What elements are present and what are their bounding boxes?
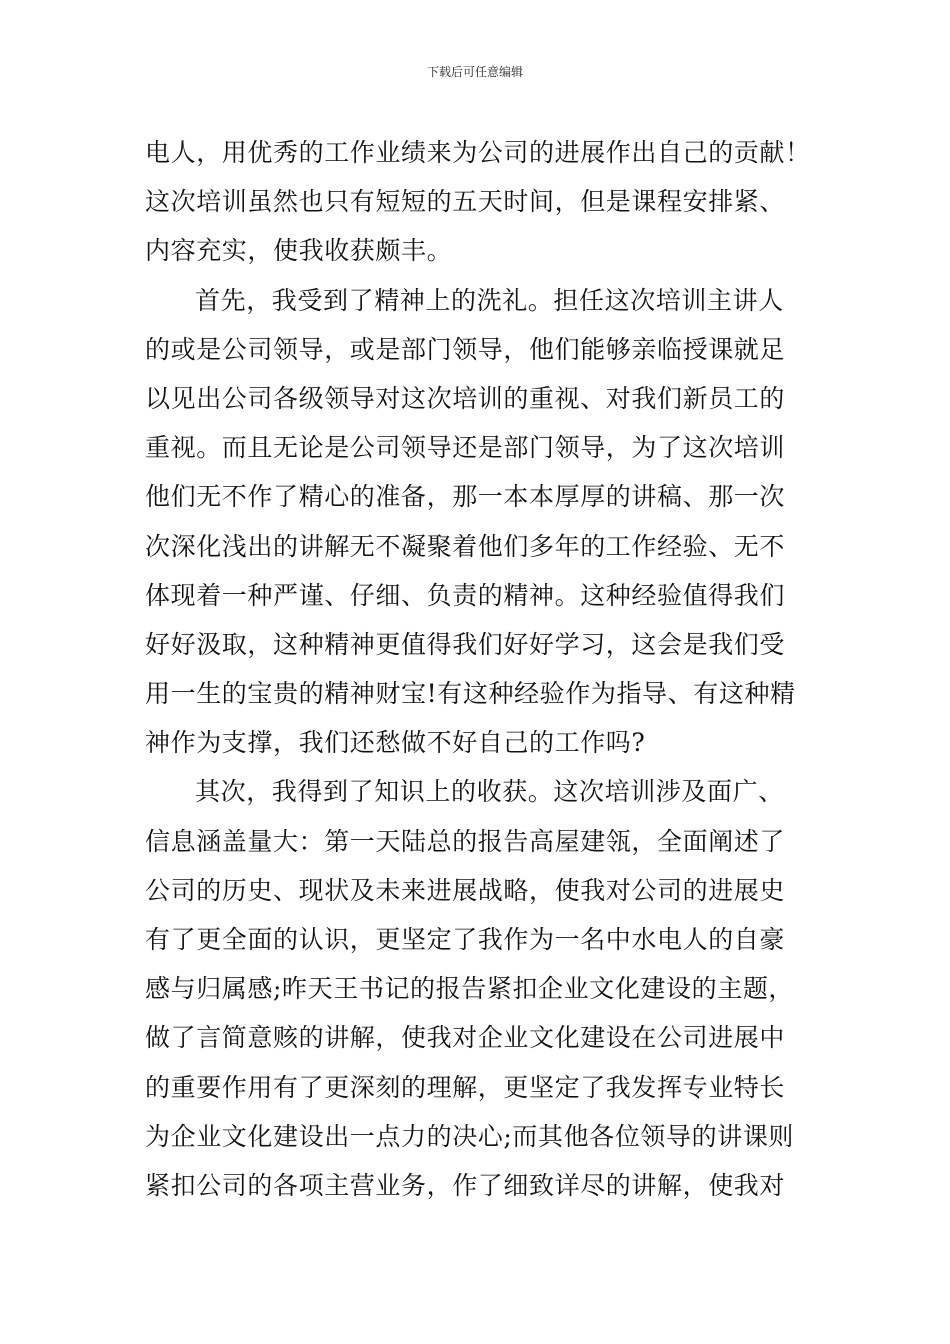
text-line: 信息涵盖量大：第一天陆总的报告高屋建瓴，全面阐述了 [145,826,786,856]
text-line: 好好汲取，这种精神更值得我们好好学习，这会是我们受 [145,629,786,659]
paragraph-first-line: 其次，我得到了知识上的收获。这次培训涉及面广、 [195,777,784,807]
text-line: 他们无不作了精心的准备，那一本本厚厚的讲稿、那一次 [145,482,786,512]
text-line: 的重要作用有了更深刻的理解，更坚定了我发挥专业特长 [145,1072,786,1102]
text-line: 这次培训虽然也只有短短的五天时间，但是课程安排紧、 [145,187,786,217]
text-line: 电人，用优秀的工作业绩来为公司的进展作出自己的贡献！ [145,138,811,167]
text-line: 神作为支撑，我们还愁做不好自己的工作吗? [145,728,646,758]
body-text [145,128,813,1210]
text-line: 次深化浅出的讲解无不凝聚着他们多年的工作经验、无不 [145,531,786,561]
page-header: 下载后可任意编辑 [426,65,523,79]
text-line: 的或是公司领导，或是部门领导，他们能够亲临授课就足 [145,334,786,364]
text-line: 用一生的宝贵的精神财宝!有这种经验作为指导、有这种精 [145,679,796,709]
text-line: 公司的历史、现状及未来进展战略，使我对公司的进展史 [145,875,786,905]
text-line: 重视。而且无论是公司领导还是部门领导，为了这次培训 [145,433,786,463]
text-line: 紧扣公司的各项主营业务，作了细致详尽的讲解，使我对 [145,1170,786,1200]
text-line: 内容充实，使我收获颇丰。 [145,236,453,266]
text-line: 做了言简意赅的讲解，使我对企业文化建设在公司进展中 [145,1023,786,1053]
text-line: 有了更全面的认识，更坚定了我作为一名中水电人的自豪 [145,925,786,954]
text-line: 感与归属感;昨天王书记的报告紧扣企业文化建设的主题， [145,974,795,1004]
text-line: 以见出公司各级领导对这次培训的重视、对我们新员工的 [145,383,786,413]
text-line: 体现着一种严谨、仔细、负责的精神。这种经验值得我们 [145,580,786,610]
paragraph-first-line: 首先，我受到了精神上的洗礼。担任这次培训主讲人 [195,285,784,315]
text-line: 为企业文化建设出一点力的决心;而其他各位领导的讲课则 [145,1121,795,1151]
